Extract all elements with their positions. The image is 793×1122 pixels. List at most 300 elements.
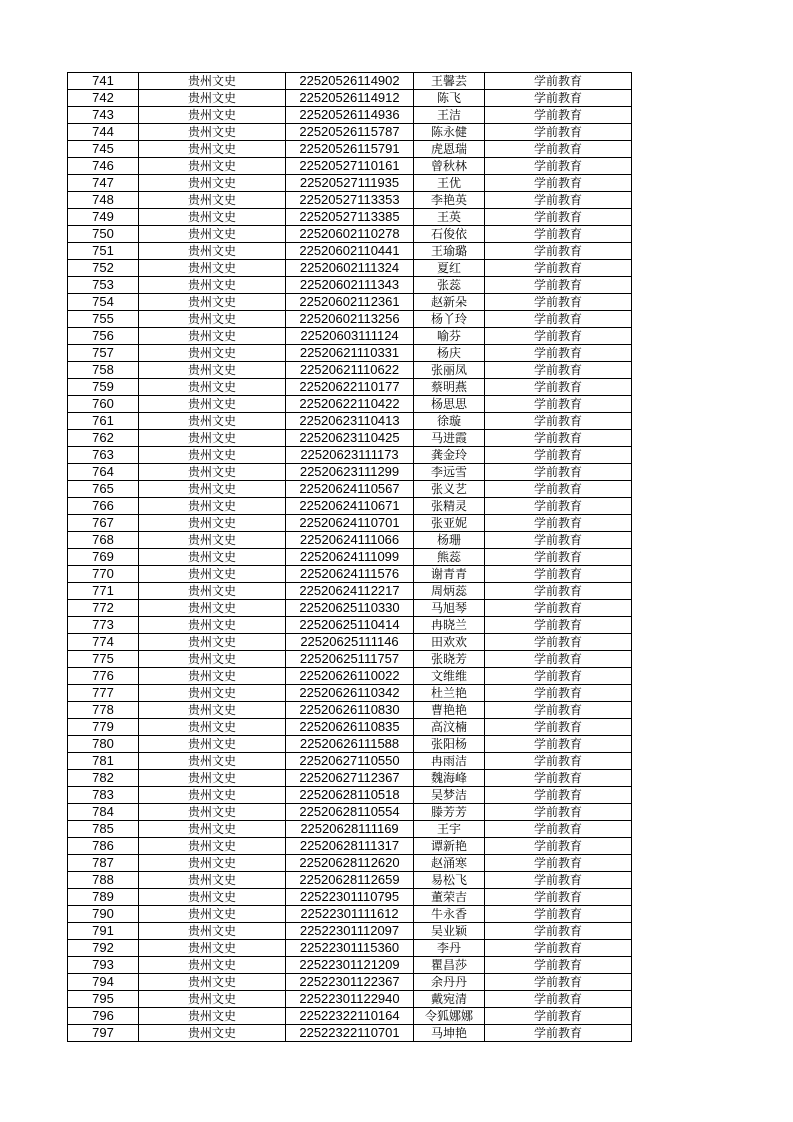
exam-id-cell: 22520624112217 bbox=[286, 583, 414, 600]
major-cell: 学前教育 bbox=[485, 838, 632, 855]
student-name-cell: 滕芳芳 bbox=[414, 804, 485, 821]
student-name-cell: 张精灵 bbox=[414, 498, 485, 515]
major-cell: 学前教育 bbox=[485, 583, 632, 600]
major-cell: 学前教育 bbox=[485, 430, 632, 447]
row-number-cell: 751 bbox=[68, 243, 139, 260]
row-number-cell: 772 bbox=[68, 600, 139, 617]
student-name-cell: 王宇 bbox=[414, 821, 485, 838]
row-number-cell: 750 bbox=[68, 226, 139, 243]
major-cell: 学前教育 bbox=[485, 311, 632, 328]
row-number-cell: 771 bbox=[68, 583, 139, 600]
exam-id-cell: 22520624111066 bbox=[286, 532, 414, 549]
category-cell: 贵州文史 bbox=[139, 430, 286, 447]
major-cell: 学前教育 bbox=[485, 362, 632, 379]
student-name-cell: 戴宛清 bbox=[414, 991, 485, 1008]
table-row bbox=[68, 260, 632, 277]
major-cell: 学前教育 bbox=[485, 447, 632, 464]
table-row bbox=[68, 464, 632, 481]
student-name-cell: 冉雨洁 bbox=[414, 753, 485, 770]
student-name-cell: 王优 bbox=[414, 175, 485, 192]
table-row bbox=[68, 906, 632, 923]
exam-id-cell: 22520602111324 bbox=[286, 260, 414, 277]
row-number-cell: 765 bbox=[68, 481, 139, 498]
category-cell: 贵州文史 bbox=[139, 73, 286, 90]
table-row bbox=[68, 719, 632, 736]
category-cell: 贵州文史 bbox=[139, 1008, 286, 1025]
exam-id-cell: 22522301112097 bbox=[286, 923, 414, 940]
exam-id-cell: 22520628111317 bbox=[286, 838, 414, 855]
major-cell: 学前教育 bbox=[485, 328, 632, 345]
major-cell: 学前教育 bbox=[485, 192, 632, 209]
major-cell: 学前教育 bbox=[485, 209, 632, 226]
row-number-cell: 744 bbox=[68, 124, 139, 141]
row-number-cell: 791 bbox=[68, 923, 139, 940]
student-name-cell: 马旭琴 bbox=[414, 600, 485, 617]
student-name-cell: 马坤艳 bbox=[414, 1025, 485, 1042]
major-cell: 学前教育 bbox=[485, 906, 632, 923]
exam-id-cell: 22520526114902 bbox=[286, 73, 414, 90]
category-cell: 贵州文史 bbox=[139, 923, 286, 940]
table-row bbox=[68, 940, 632, 957]
student-name-cell: 吴业颖 bbox=[414, 923, 485, 940]
major-cell: 学前教育 bbox=[485, 991, 632, 1008]
category-cell: 贵州文史 bbox=[139, 889, 286, 906]
student-name-cell: 徐璇 bbox=[414, 413, 485, 430]
row-number-cell: 748 bbox=[68, 192, 139, 209]
row-number-cell: 787 bbox=[68, 855, 139, 872]
major-cell: 学前教育 bbox=[485, 260, 632, 277]
table-row bbox=[68, 651, 632, 668]
category-cell: 贵州文史 bbox=[139, 838, 286, 855]
row-number-cell: 745 bbox=[68, 141, 139, 158]
category-cell: 贵州文史 bbox=[139, 566, 286, 583]
category-cell: 贵州文史 bbox=[139, 311, 286, 328]
row-number-cell: 742 bbox=[68, 90, 139, 107]
row-number-cell: 747 bbox=[68, 175, 139, 192]
exam-id-cell: 22520625111146 bbox=[286, 634, 414, 651]
category-cell: 贵州文史 bbox=[139, 498, 286, 515]
row-number-cell: 778 bbox=[68, 702, 139, 719]
row-number-cell: 761 bbox=[68, 413, 139, 430]
row-number-cell: 773 bbox=[68, 617, 139, 634]
exam-id-cell: 22520627112367 bbox=[286, 770, 414, 787]
row-number-cell: 769 bbox=[68, 549, 139, 566]
major-cell: 学前教育 bbox=[485, 566, 632, 583]
row-number-cell: 776 bbox=[68, 668, 139, 685]
row-number-cell: 752 bbox=[68, 260, 139, 277]
exam-id-cell: 22520622110177 bbox=[286, 379, 414, 396]
major-cell: 学前教育 bbox=[485, 90, 632, 107]
category-cell: 贵州文史 bbox=[139, 175, 286, 192]
table-row bbox=[68, 447, 632, 464]
category-cell: 贵州文史 bbox=[139, 260, 286, 277]
table-row bbox=[68, 532, 632, 549]
student-name-cell: 田欢欢 bbox=[414, 634, 485, 651]
table-row bbox=[68, 294, 632, 311]
major-cell: 学前教育 bbox=[485, 855, 632, 872]
row-number-cell: 755 bbox=[68, 311, 139, 328]
exam-id-cell: 22520624110671 bbox=[286, 498, 414, 515]
table-row bbox=[68, 515, 632, 532]
exam-id-cell: 22522322110701 bbox=[286, 1025, 414, 1042]
table-row bbox=[68, 736, 632, 753]
table-row bbox=[68, 566, 632, 583]
row-number-cell: 790 bbox=[68, 906, 139, 923]
major-cell: 学前教育 bbox=[485, 345, 632, 362]
exam-id-cell: 22520628110518 bbox=[286, 787, 414, 804]
student-name-cell: 杨珊 bbox=[414, 532, 485, 549]
student-name-cell: 瞿昌莎 bbox=[414, 957, 485, 974]
exam-id-cell: 22520626110835 bbox=[286, 719, 414, 736]
table-row bbox=[68, 481, 632, 498]
exam-id-cell: 22520628111169 bbox=[286, 821, 414, 838]
exam-id-cell: 22520628110554 bbox=[286, 804, 414, 821]
table-row bbox=[68, 362, 632, 379]
table-row bbox=[68, 872, 632, 889]
category-cell: 贵州文史 bbox=[139, 379, 286, 396]
row-number-cell: 775 bbox=[68, 651, 139, 668]
table-row bbox=[68, 634, 632, 651]
row-number-cell: 785 bbox=[68, 821, 139, 838]
exam-id-cell: 22522301110795 bbox=[286, 889, 414, 906]
table-row bbox=[68, 379, 632, 396]
category-cell: 贵州文史 bbox=[139, 804, 286, 821]
category-cell: 贵州文史 bbox=[139, 872, 286, 889]
student-name-cell: 王馨芸 bbox=[414, 73, 485, 90]
category-cell: 贵州文史 bbox=[139, 141, 286, 158]
student-name-cell: 王英 bbox=[414, 209, 485, 226]
exam-id-cell: 22520623111173 bbox=[286, 447, 414, 464]
row-number-cell: 753 bbox=[68, 277, 139, 294]
student-name-cell: 魏海峰 bbox=[414, 770, 485, 787]
table-row bbox=[68, 855, 632, 872]
row-number-cell: 780 bbox=[68, 736, 139, 753]
category-cell: 贵州文史 bbox=[139, 328, 286, 345]
major-cell: 学前教育 bbox=[485, 923, 632, 940]
category-cell: 贵州文史 bbox=[139, 362, 286, 379]
student-name-cell: 龚金玲 bbox=[414, 447, 485, 464]
table-row bbox=[68, 498, 632, 515]
student-name-cell: 杜兰艳 bbox=[414, 685, 485, 702]
exam-id-cell: 22520626110022 bbox=[286, 668, 414, 685]
table-row bbox=[68, 209, 632, 226]
category-cell: 贵州文史 bbox=[139, 617, 286, 634]
student-name-cell: 李远雪 bbox=[414, 464, 485, 481]
student-name-cell: 曾秋林 bbox=[414, 158, 485, 175]
roster-table bbox=[67, 72, 632, 1042]
student-name-cell: 熊蕊 bbox=[414, 549, 485, 566]
table-row bbox=[68, 243, 632, 260]
major-cell: 学前教育 bbox=[485, 872, 632, 889]
major-cell: 学前教育 bbox=[485, 634, 632, 651]
exam-id-cell: 22520626110342 bbox=[286, 685, 414, 702]
student-name-cell: 谢青青 bbox=[414, 566, 485, 583]
major-cell: 学前教育 bbox=[485, 277, 632, 294]
major-cell: 学前教育 bbox=[485, 600, 632, 617]
major-cell: 学前教育 bbox=[485, 107, 632, 124]
major-cell: 学前教育 bbox=[485, 804, 632, 821]
student-name-cell: 陈永健 bbox=[414, 124, 485, 141]
exam-id-cell: 22520526115791 bbox=[286, 141, 414, 158]
category-cell: 贵州文史 bbox=[139, 226, 286, 243]
student-name-cell: 吴梦洁 bbox=[414, 787, 485, 804]
major-cell: 学前教育 bbox=[485, 175, 632, 192]
student-name-cell: 张义艺 bbox=[414, 481, 485, 498]
student-name-cell: 王洁 bbox=[414, 107, 485, 124]
row-number-cell: 796 bbox=[68, 1008, 139, 1025]
exam-id-cell: 22520628112620 bbox=[286, 855, 414, 872]
category-cell: 贵州文史 bbox=[139, 821, 286, 838]
exam-id-cell: 22520624110567 bbox=[286, 481, 414, 498]
table-row bbox=[68, 770, 632, 787]
table-row bbox=[68, 328, 632, 345]
major-cell: 学前教育 bbox=[485, 702, 632, 719]
category-cell: 贵州文史 bbox=[139, 447, 286, 464]
category-cell: 贵州文史 bbox=[139, 719, 286, 736]
row-number-cell: 743 bbox=[68, 107, 139, 124]
table-row bbox=[68, 787, 632, 804]
student-name-cell: 喻芬 bbox=[414, 328, 485, 345]
category-cell: 贵州文史 bbox=[139, 685, 286, 702]
exam-id-cell: 22522301122940 bbox=[286, 991, 414, 1008]
row-number-cell: 762 bbox=[68, 430, 139, 447]
major-cell: 学前教育 bbox=[485, 668, 632, 685]
exam-id-cell: 22520602110278 bbox=[286, 226, 414, 243]
student-name-cell: 张阳杨 bbox=[414, 736, 485, 753]
row-number-cell: 767 bbox=[68, 515, 139, 532]
table-row bbox=[68, 974, 632, 991]
roster-table-body bbox=[68, 73, 632, 1042]
category-cell: 贵州文史 bbox=[139, 515, 286, 532]
category-cell: 贵州文史 bbox=[139, 940, 286, 957]
major-cell: 学前教育 bbox=[485, 413, 632, 430]
row-number-cell: 749 bbox=[68, 209, 139, 226]
major-cell: 学前教育 bbox=[485, 617, 632, 634]
row-number-cell: 797 bbox=[68, 1025, 139, 1042]
student-name-cell: 李丹 bbox=[414, 940, 485, 957]
major-cell: 学前教育 bbox=[485, 957, 632, 974]
major-cell: 学前教育 bbox=[485, 379, 632, 396]
student-name-cell: 陈飞 bbox=[414, 90, 485, 107]
category-cell: 贵州文史 bbox=[139, 583, 286, 600]
exam-id-cell: 22520527111935 bbox=[286, 175, 414, 192]
category-cell: 贵州文史 bbox=[139, 192, 286, 209]
row-number-cell: 758 bbox=[68, 362, 139, 379]
exam-id-cell: 22520623110413 bbox=[286, 413, 414, 430]
major-cell: 学前教育 bbox=[485, 685, 632, 702]
student-name-cell: 张蕊 bbox=[414, 277, 485, 294]
row-number-cell: 789 bbox=[68, 889, 139, 906]
row-number-cell: 766 bbox=[68, 498, 139, 515]
row-number-cell: 741 bbox=[68, 73, 139, 90]
table-row bbox=[68, 107, 632, 124]
student-name-cell: 赵涌寒 bbox=[414, 855, 485, 872]
table-row bbox=[68, 396, 632, 413]
table-row bbox=[68, 311, 632, 328]
category-cell: 贵州文史 bbox=[139, 532, 286, 549]
category-cell: 贵州文史 bbox=[139, 294, 286, 311]
student-name-cell: 虎恩瑞 bbox=[414, 141, 485, 158]
exam-id-cell: 22520602112361 bbox=[286, 294, 414, 311]
major-cell: 学前教育 bbox=[485, 651, 632, 668]
category-cell: 贵州文史 bbox=[139, 1025, 286, 1042]
exam-id-cell: 22520626111588 bbox=[286, 736, 414, 753]
category-cell: 贵州文史 bbox=[139, 481, 286, 498]
category-cell: 贵州文史 bbox=[139, 209, 286, 226]
exam-id-cell: 22520627110550 bbox=[286, 753, 414, 770]
category-cell: 贵州文史 bbox=[139, 158, 286, 175]
student-name-cell: 王瑜璐 bbox=[414, 243, 485, 260]
exam-id-cell: 22520624111099 bbox=[286, 549, 414, 566]
table-row bbox=[68, 923, 632, 940]
row-number-cell: 760 bbox=[68, 396, 139, 413]
table-row bbox=[68, 600, 632, 617]
row-number-cell: 783 bbox=[68, 787, 139, 804]
exam-id-cell: 22522301115360 bbox=[286, 940, 414, 957]
table-row bbox=[68, 141, 632, 158]
exam-id-cell: 22522301121209 bbox=[286, 957, 414, 974]
table-row bbox=[68, 753, 632, 770]
exam-id-cell: 22520628112659 bbox=[286, 872, 414, 889]
exam-id-cell: 22520625111757 bbox=[286, 651, 414, 668]
table-row bbox=[68, 991, 632, 1008]
exam-id-cell: 22520527110161 bbox=[286, 158, 414, 175]
table-row bbox=[68, 702, 632, 719]
category-cell: 贵州文史 bbox=[139, 855, 286, 872]
table-row bbox=[68, 668, 632, 685]
table-row bbox=[68, 90, 632, 107]
row-number-cell: 782 bbox=[68, 770, 139, 787]
table-row bbox=[68, 889, 632, 906]
student-name-cell: 赵新朵 bbox=[414, 294, 485, 311]
table-row bbox=[68, 73, 632, 90]
row-number-cell: 795 bbox=[68, 991, 139, 1008]
row-number-cell: 746 bbox=[68, 158, 139, 175]
row-number-cell: 792 bbox=[68, 940, 139, 957]
student-name-cell: 张晓芳 bbox=[414, 651, 485, 668]
category-cell: 贵州文史 bbox=[139, 906, 286, 923]
exam-id-cell: 22520624111576 bbox=[286, 566, 414, 583]
exam-id-cell: 22520527113385 bbox=[286, 209, 414, 226]
exam-id-cell: 22520622110422 bbox=[286, 396, 414, 413]
table-row bbox=[68, 413, 632, 430]
table-row bbox=[68, 1025, 632, 1042]
category-cell: 贵州文史 bbox=[139, 90, 286, 107]
category-cell: 贵州文史 bbox=[139, 600, 286, 617]
major-cell: 学前教育 bbox=[485, 889, 632, 906]
category-cell: 贵州文史 bbox=[139, 770, 286, 787]
major-cell: 学前教育 bbox=[485, 753, 632, 770]
category-cell: 贵州文史 bbox=[139, 124, 286, 141]
student-name-cell: 周炳蕊 bbox=[414, 583, 485, 600]
row-number-cell: 786 bbox=[68, 838, 139, 855]
table-row bbox=[68, 158, 632, 175]
table-row bbox=[68, 821, 632, 838]
student-name-cell: 谭新艳 bbox=[414, 838, 485, 855]
exam-id-cell: 22520526114912 bbox=[286, 90, 414, 107]
student-name-cell: 易松飞 bbox=[414, 872, 485, 889]
category-cell: 贵州文史 bbox=[139, 736, 286, 753]
table-row bbox=[68, 192, 632, 209]
exam-id-cell: 22520621110622 bbox=[286, 362, 414, 379]
row-number-cell: 764 bbox=[68, 464, 139, 481]
row-number-cell: 754 bbox=[68, 294, 139, 311]
student-name-cell: 杨丫玲 bbox=[414, 311, 485, 328]
student-name-cell: 杨思思 bbox=[414, 396, 485, 413]
exam-id-cell: 22520626110830 bbox=[286, 702, 414, 719]
category-cell: 贵州文史 bbox=[139, 549, 286, 566]
student-name-cell: 石俊依 bbox=[414, 226, 485, 243]
category-cell: 贵州文史 bbox=[139, 651, 286, 668]
table-row bbox=[68, 175, 632, 192]
row-number-cell: 793 bbox=[68, 957, 139, 974]
category-cell: 贵州文史 bbox=[139, 413, 286, 430]
major-cell: 学前教育 bbox=[485, 498, 632, 515]
table-row bbox=[68, 685, 632, 702]
exam-id-cell: 22522301122367 bbox=[286, 974, 414, 991]
table-row bbox=[68, 430, 632, 447]
major-cell: 学前教育 bbox=[485, 821, 632, 838]
row-number-cell: 756 bbox=[68, 328, 139, 345]
exam-id-cell: 22520625110414 bbox=[286, 617, 414, 634]
table-row bbox=[68, 838, 632, 855]
exam-id-cell: 22522301111612 bbox=[286, 906, 414, 923]
category-cell: 贵州文史 bbox=[139, 464, 286, 481]
category-cell: 贵州文史 bbox=[139, 243, 286, 260]
major-cell: 学前教育 bbox=[485, 396, 632, 413]
major-cell: 学前教育 bbox=[485, 736, 632, 753]
major-cell: 学前教育 bbox=[485, 549, 632, 566]
exam-id-cell: 22520621110331 bbox=[286, 345, 414, 362]
row-number-cell: 784 bbox=[68, 804, 139, 821]
table-row bbox=[68, 804, 632, 821]
row-number-cell: 759 bbox=[68, 379, 139, 396]
student-name-cell: 令狐娜娜 bbox=[414, 1008, 485, 1025]
row-number-cell: 781 bbox=[68, 753, 139, 770]
exam-id-cell: 22522322110164 bbox=[286, 1008, 414, 1025]
major-cell: 学前教育 bbox=[485, 73, 632, 90]
category-cell: 贵州文史 bbox=[139, 277, 286, 294]
row-number-cell: 777 bbox=[68, 685, 139, 702]
major-cell: 学前教育 bbox=[485, 481, 632, 498]
category-cell: 贵州文史 bbox=[139, 345, 286, 362]
student-name-cell: 余丹丹 bbox=[414, 974, 485, 991]
table-row bbox=[68, 1008, 632, 1025]
student-name-cell: 夏红 bbox=[414, 260, 485, 277]
table-row bbox=[68, 957, 632, 974]
row-number-cell: 774 bbox=[68, 634, 139, 651]
category-cell: 贵州文史 bbox=[139, 634, 286, 651]
student-name-cell: 董荣吉 bbox=[414, 889, 485, 906]
exam-id-cell: 22520602111343 bbox=[286, 277, 414, 294]
category-cell: 贵州文史 bbox=[139, 957, 286, 974]
table-row bbox=[68, 549, 632, 566]
row-number-cell: 779 bbox=[68, 719, 139, 736]
major-cell: 学前教育 bbox=[485, 124, 632, 141]
table-row bbox=[68, 617, 632, 634]
row-number-cell: 794 bbox=[68, 974, 139, 991]
exam-id-cell: 22520625110330 bbox=[286, 600, 414, 617]
major-cell: 学前教育 bbox=[485, 770, 632, 787]
category-cell: 贵州文史 bbox=[139, 702, 286, 719]
major-cell: 学前教育 bbox=[485, 226, 632, 243]
student-name-cell: 牛永香 bbox=[414, 906, 485, 923]
major-cell: 学前教育 bbox=[485, 243, 632, 260]
table-row bbox=[68, 345, 632, 362]
category-cell: 贵州文史 bbox=[139, 974, 286, 991]
row-number-cell: 757 bbox=[68, 345, 139, 362]
student-name-cell: 张丽凤 bbox=[414, 362, 485, 379]
